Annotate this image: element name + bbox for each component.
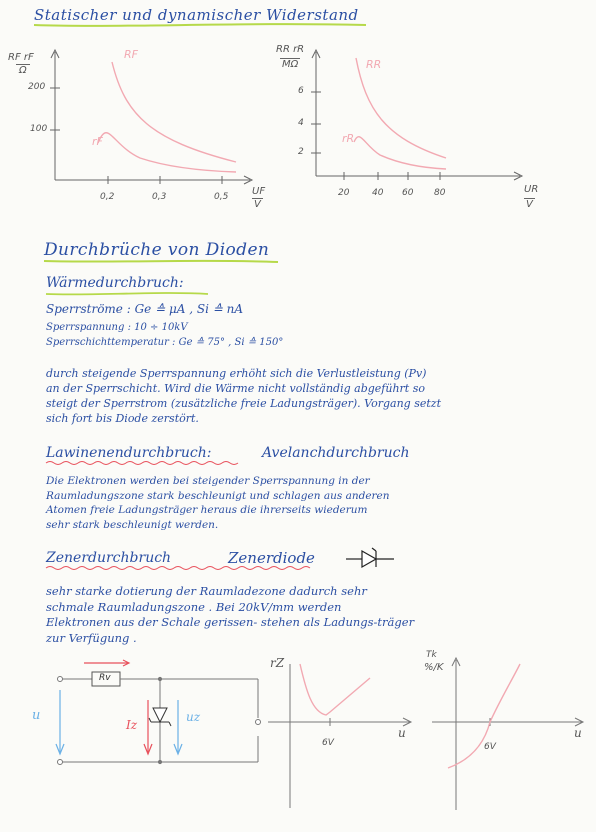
chart-rz-ylabel: rZ: [270, 656, 285, 670]
heat-para-line: sich fort bis Diode zerstört.: [46, 412, 199, 425]
chart-right-ytick-label-0: 6: [298, 86, 304, 96]
page-title: Statischer und dynamischer Widerstand: [34, 6, 359, 24]
circuit-uz-label: uz: [186, 710, 201, 724]
chart-left-ylabel-unit: Ω: [16, 64, 30, 76]
chart-tk-ylabel-top: Tk: [426, 650, 437, 660]
heat-paragraph: [46, 366, 441, 426]
chart-left-ytick-label-0: 200: [28, 82, 46, 92]
chart-left-xlabel-top: UF: [252, 186, 266, 197]
chart-left-xtick-label-2: 0,5: [214, 192, 229, 202]
chart-rz-curve: [300, 664, 370, 715]
heat-heading-underline: [46, 293, 208, 294]
zener-heading-alt: Zenerdiode: [228, 549, 315, 567]
heat-para-line: steigt der Sperrstrom (zusätzliche freie Ladungsträger). Vorgang setzt: [46, 397, 441, 410]
chart-left-curve-label-lower: rF: [92, 135, 103, 148]
chart-tk-curve: [448, 664, 520, 768]
chart-rz-xtick: 6V: [322, 738, 334, 748]
chart-right-curve-label-upper: RR: [366, 58, 382, 71]
circuit-arrows: [56, 660, 182, 754]
chart-right-xlabel-top: UR: [524, 184, 539, 195]
chart-left-curve-rf-upper: [112, 62, 236, 162]
chart-left-xtick-label-1: 0,3: [152, 192, 167, 202]
heat-line-2: Sperrspannung : 10 ÷ 10kV: [46, 322, 188, 333]
zener-paragraph: [46, 584, 414, 646]
chart-left-curve-label-upper: RF: [124, 48, 138, 61]
avalanche-para-line: Raumladungszone stark beschleunigt und schlagen aus anderen: [46, 489, 390, 502]
zener-para-line: sehr starke dotierung der Raumladezone dadurch sehr: [46, 584, 367, 598]
avalanche-para-line: Atomen freie Ladungsträger heraus die ihrerseits wiederum: [46, 504, 368, 516]
chart-tk-ylabel-unit: %/K: [424, 662, 444, 673]
chart-right-ytick-label-1: 4: [298, 118, 304, 128]
avalanche-heading: Lawinenendurchbruch:: [46, 445, 212, 461]
chart-tk-xtick: 6V: [484, 742, 496, 752]
avalanche-para-line: sehr stark beschleunigt werden.: [46, 518, 219, 531]
chart-left-ytick-label-1: 100: [30, 124, 48, 134]
section-title-underline: [44, 261, 278, 262]
chart-left-xlabel-unit: V: [254, 199, 261, 210]
circuit-u-label: u: [32, 708, 41, 723]
chart-right: [311, 50, 522, 180]
heat-line-3: Sperrschichttemperatur : Ge ≙ 75° , Si ≙ 150°: [46, 337, 284, 348]
avalanche-para-line: Die Elektronen werden bei steigender Sperrspannung in der: [46, 475, 370, 487]
heat-line-1: Sperrströme : Ge ≙ μA , Si ≙ nA: [46, 302, 243, 316]
chart-right-ytick-label-2: 2: [298, 147, 304, 157]
zener-circuit: [58, 672, 261, 765]
chart-tk-xlabel: u: [574, 726, 582, 740]
chart-rz: [268, 664, 411, 808]
avalanche-paragraph: [46, 474, 390, 532]
heat-para-line: an der Sperrschicht. Wird die Wärme nicht vollständig abgeführt so: [46, 382, 425, 395]
zener-para-line: Elektronen aus der Schale gerissen- stehen als Ladungs-träger: [46, 615, 415, 629]
avalanche-heading-underline: [46, 462, 238, 465]
chart-left-curve-rf-lower: [98, 133, 236, 172]
heat-para-line: durch steigende Sperrspannung erhöht sich die Verlustleistung (Pv): [46, 367, 427, 380]
avalanche-heading-alt: Avelanchdurchbruch: [262, 445, 410, 461]
zener-diode-icon: [346, 548, 394, 567]
chart-tk: [432, 658, 583, 810]
chart-right-xtick-label-3: 80: [434, 188, 446, 198]
chart-right-curve-label-lower: rR: [342, 132, 355, 145]
chart-left-ylabel-top: RF rF: [8, 52, 34, 63]
zener-para-line: schmale Raumladungszone . Bei 20kV/mm werden: [46, 599, 342, 614]
section-title: Durchbrüche von Dioden: [44, 240, 270, 260]
chart-right-xtick-label-2: 60: [402, 188, 414, 198]
zener-heading: Zenerdurchbruch: [46, 550, 172, 566]
chart-left: [50, 50, 252, 184]
chart-rz-xlabel: u: [398, 726, 406, 740]
chart-right-xlabel-unit: V: [526, 199, 533, 210]
chart-right-ylabel-top: RR rR: [276, 44, 305, 55]
chart-left-xtick-label-0: 0,2: [100, 192, 115, 202]
title-underline: [34, 24, 366, 26]
chart-right-xtick-label-1: 40: [372, 188, 384, 198]
chart-right-xtick-label-0: 20: [338, 188, 350, 198]
chart-right-curve-rr-upper: [356, 58, 446, 158]
circuit-iz-label: Iz: [126, 718, 138, 732]
chart-right-ylabel-unit: MΩ: [282, 59, 299, 70]
zener-para-line: zur Verfügung .: [46, 630, 137, 645]
heat-heading: Wärmedurchbruch:: [46, 275, 184, 291]
resistor-label: Rv: [99, 673, 111, 683]
